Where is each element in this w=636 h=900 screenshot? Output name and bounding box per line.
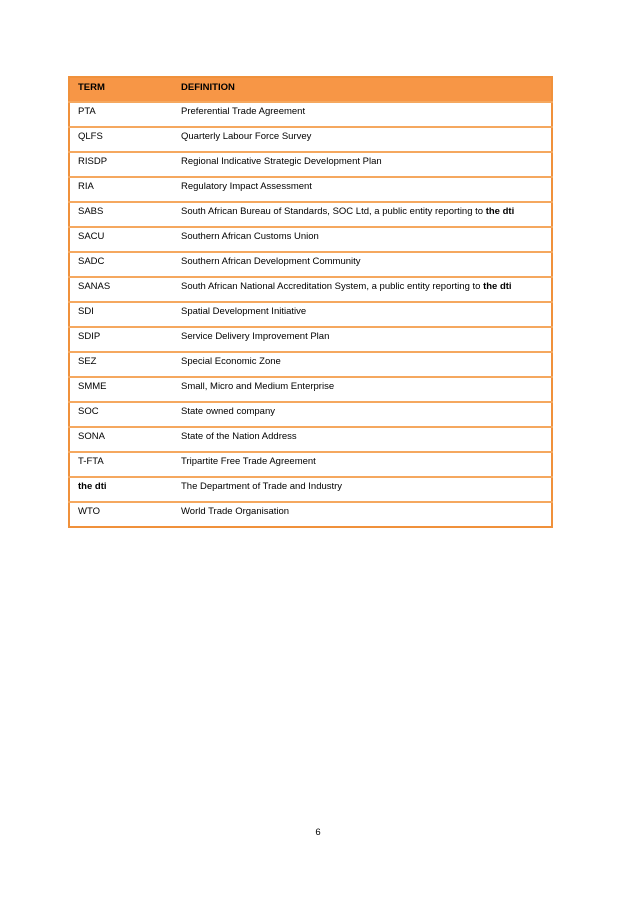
definition-segment: Preferential Trade Agreement — [181, 106, 306, 117]
table-row — [69, 452, 552, 477]
definition-cell — [173, 277, 552, 302]
definition-segment: World Trade Organisation — [181, 506, 290, 517]
definition-cell — [173, 252, 552, 277]
definition-cell — [173, 352, 552, 377]
definition-cell — [173, 477, 552, 502]
definition-segment: State owned company — [181, 406, 276, 417]
table-row — [69, 127, 552, 152]
table-row — [69, 252, 552, 277]
page-number: 6 — [315, 827, 321, 838]
definition-cell — [173, 452, 552, 477]
table-row — [69, 377, 552, 402]
glossary-table-header — [69, 77, 552, 102]
term-cell: RISDP — [69, 152, 173, 177]
term-cell: SDIP — [69, 327, 173, 352]
glossary-table — [68, 76, 553, 528]
table-row — [69, 302, 552, 327]
table-row — [69, 227, 552, 252]
definition-segment: South African National Accreditation System, a public entity reporting to — [181, 281, 484, 292]
term-cell: WTO — [69, 502, 173, 527]
definition-cell — [173, 502, 552, 527]
definition-cell — [173, 102, 552, 127]
table-row — [69, 202, 552, 227]
definition-segment: State of the Nation Address — [181, 431, 297, 442]
definition-segment: The Department of Trade and Industry — [181, 481, 343, 492]
table-row — [69, 177, 552, 202]
definition-segment: Southern African Development Community — [181, 256, 361, 267]
definition-segment: Tripartite Free Trade Agreement — [181, 456, 316, 467]
definition-segment: South African Bureau of Standards, SOC Ltd, a public entity reporting to — [181, 206, 486, 217]
term-cell: SONA — [69, 427, 173, 452]
term-cell: SOC — [69, 402, 173, 427]
definition-segment: Spatial Development Initiative — [181, 306, 307, 317]
term-cell: SACU — [69, 227, 173, 252]
term-cell: T-FTA — [69, 452, 173, 477]
term-cell: SADC — [69, 252, 173, 277]
term-cell: RIA — [69, 177, 173, 202]
definition-segment: Southern African Customs Union — [181, 231, 319, 242]
definition-bold-segment: the dti — [483, 281, 512, 292]
definition-bold-segment: the dti — [485, 206, 515, 217]
definition-segment: Service Delivery Improvement Plan — [181, 331, 330, 342]
table-row — [69, 152, 552, 177]
table-row — [69, 402, 552, 427]
term-cell: SABS — [69, 202, 173, 227]
definition-cell — [173, 127, 552, 152]
table-body — [69, 102, 552, 527]
definition-cell — [173, 302, 552, 327]
definition-column-header: DEFINITION — [173, 77, 552, 102]
table-row — [69, 277, 552, 302]
term-cell: SANAS — [69, 277, 173, 302]
term-cell: SDI — [69, 302, 173, 327]
definition-cell — [173, 152, 552, 177]
table-row — [69, 502, 552, 527]
table-row — [69, 327, 552, 352]
definition-segment: Special Economic Zone — [181, 356, 281, 367]
definition-segment: Regulatory Impact Assessment — [181, 181, 312, 192]
definition-cell — [173, 377, 552, 402]
definition-cell — [173, 227, 552, 252]
definition-cell — [173, 427, 552, 452]
definition-cell — [173, 402, 552, 427]
definition-segment: Small, Micro and Medium Enterprise — [181, 381, 335, 392]
term-cell: PTA — [69, 102, 173, 127]
term-column-header: TERM — [69, 77, 173, 102]
term-cell: the dti — [69, 477, 173, 502]
header-row — [69, 77, 552, 102]
term-cell: SMME — [69, 377, 173, 402]
table-row — [69, 102, 552, 127]
term-cell: SEZ — [69, 352, 173, 377]
definition-segment: Quarterly Labour Force Survey — [181, 131, 312, 142]
definition-cell — [173, 177, 552, 202]
table-row — [69, 427, 552, 452]
table-row — [69, 352, 552, 377]
definition-cell — [173, 327, 552, 352]
definition-segment: Regional Indicative Strategic Development Plan — [181, 156, 382, 167]
definition-cell — [173, 202, 552, 227]
term-cell: QLFS — [69, 127, 173, 152]
table-row — [69, 477, 552, 502]
